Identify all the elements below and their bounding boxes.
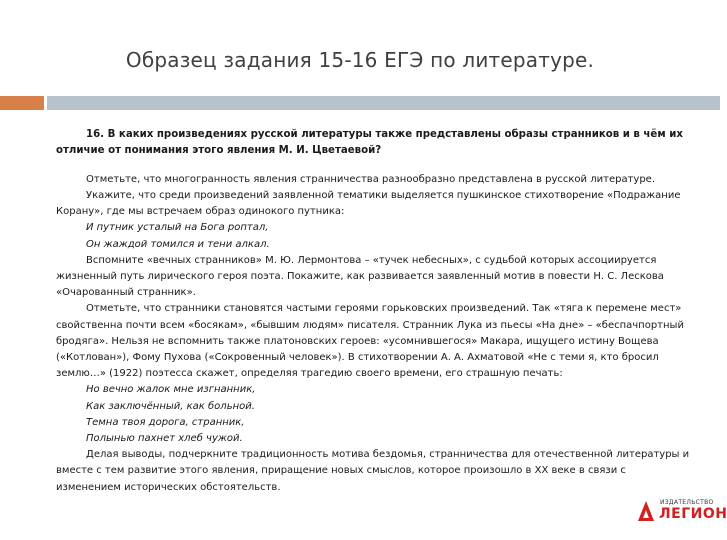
answer-body	[56, 172, 690, 496]
answer-paragraph: Укажите, что среди произведений заявленной тематики выделяется пушкинское стихотворение «Подражание Корану», где мы встречаем образ одинокого путника:	[56, 190, 681, 218]
poem-line: Он жаждой томился и тени алкал.	[86, 238, 270, 250]
slide-title: Образец задания 15-16 ЕГЭ по литературе.	[125, 48, 595, 72]
answer-paragraph: Делая выводы, подчеркните традиционность мотива бездомья, странничества для отечественной литературы и вместе с тем развитие этого явления, приращение новых смыслов, которое произошло в XX веке в связи с изменением исторических обстоятельств.	[56, 449, 690, 493]
task-question: 16. В каких произведениях русской литературы также представлены образы странников и в чём их отличие от понимания этого явления М. И. Цветаевой?	[56, 129, 683, 157]
task-content	[56, 127, 690, 496]
title-divider	[0, 96, 720, 110]
divider-accent	[0, 96, 44, 110]
answer-paragraph: Вспомните «вечных странников» М. Ю. Лермонтова – «тучек небесных», с судьбой которых ассоциируется жизненный путь лирического героя поэта. Покажите, как развивается заявленный мотив в повести Н. С. Лескова «Очарованный странник».	[56, 254, 664, 299]
logo-caption: ИЗДАТЕЛЬСТВО	[660, 499, 714, 506]
poem-line: Темна твоя дорога, странник,	[86, 416, 245, 428]
answer-paragraph: Отметьте, что странники становятся частыми героями горьковских произведений. Так «тяга к перемене мест» свойственна почти всем «босякам», «бывшим людям» писателя. Странник Лука из пьесы «На дне» – «беспачпортный бродяга». Нельзя не вспомнить также платоновских героев: «усомнившегося» Макара, ищущего истину Вощева («Котлован»), Фому Пухова («Сокровенный человек»). В стихотворении А. А. Ахматовой «Не с теми я, кто бросил землю…» (1922) поэтесса скажет, определяя трагедию своего времени, его страшную печать:	[56, 303, 684, 380]
logo-wordmark: ЛЕГИОН	[659, 506, 727, 522]
publisher-logo	[636, 497, 727, 525]
divider-bar	[47, 96, 720, 110]
poem-line: Полынью пахнет хлеб чужой.	[86, 433, 243, 445]
poem-line: Но вечно жалок мне изгнанник,	[86, 384, 256, 396]
poem-line: Как заключённый, как больной.	[86, 400, 255, 412]
poem-line: И путник усталый на Бога роптал,	[86, 222, 269, 234]
legion-mark-icon	[636, 499, 656, 523]
answer-paragraph: Отметьте, что многогранность явления странничества разнообразно представлена в русской литературе.	[86, 173, 655, 185]
